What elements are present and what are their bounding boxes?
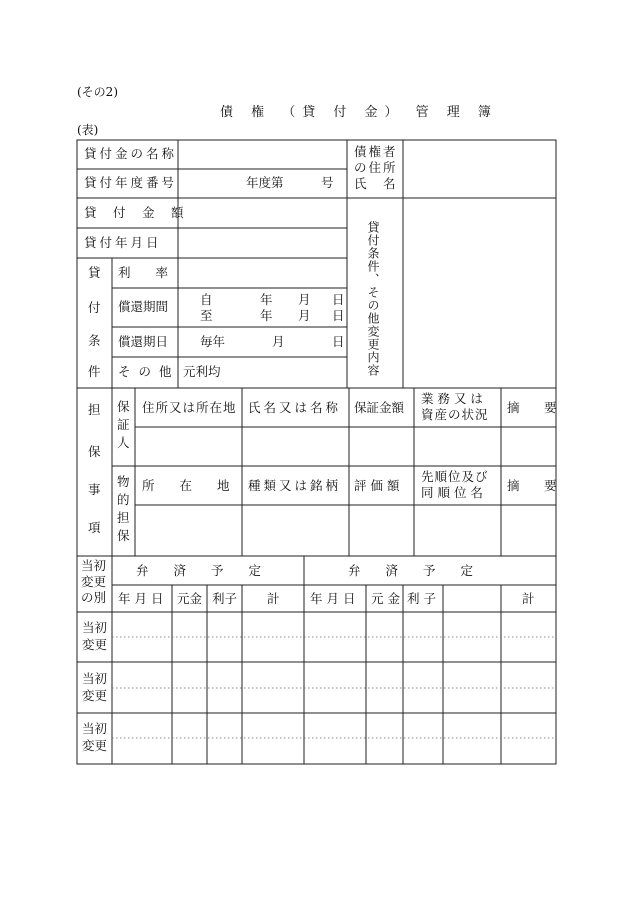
- property-col-priority-2: 同 順 位 名: [421, 485, 483, 500]
- guarantor-label-3: 人: [117, 435, 130, 450]
- other-value: 元利均: [183, 364, 221, 379]
- property-col-type: 種類又は銘柄: [248, 478, 342, 493]
- schedule-right-col-total: 計: [522, 591, 535, 606]
- schedule-row1-initial: 当初: [82, 620, 108, 635]
- period-from-year: 年: [260, 292, 273, 307]
- property-label-4: 保: [117, 528, 130, 543]
- property-col-location: 所 在 地: [142, 478, 230, 493]
- period-to-day: 日: [332, 308, 345, 323]
- schedule-row3-change: 変更: [82, 738, 108, 753]
- repayment-day-label: 償還期日: [118, 334, 169, 349]
- fiscal-no-value: 年度第 号: [246, 175, 334, 190]
- property-label-2: 的: [117, 492, 130, 507]
- period-to: 至: [200, 308, 213, 323]
- side-label: (表): [77, 123, 99, 137]
- collateral-group-3: 事: [88, 482, 101, 497]
- schedule-right-col-principal: 元 金: [371, 591, 400, 606]
- property-label-1: 物: [117, 474, 130, 489]
- interest-rate-label: 利 率: [118, 265, 169, 280]
- creditor-label-line3: 氏 名: [354, 176, 398, 191]
- period-to-month: 月: [298, 308, 311, 323]
- schedule-row-label-2: 変更: [81, 574, 107, 589]
- document-number: (その2): [77, 85, 118, 99]
- property-col-value: 評 価 額: [354, 478, 400, 493]
- guarantor-col-summary: 摘 要: [507, 400, 563, 415]
- repayment-period-label: 償還期間: [118, 299, 169, 314]
- conditions-group-1: 貸: [88, 265, 101, 280]
- schedule-right-col-interest: 利 子: [407, 591, 436, 606]
- schedule-row2-initial: 当初: [82, 671, 108, 686]
- schedule-row2-change: 変更: [82, 688, 108, 703]
- schedule-row1-change: 変更: [82, 637, 108, 652]
- guarantor-label-1: 保: [117, 399, 130, 414]
- dotted-dividers: [112, 637, 556, 738]
- other-label: そ の 他: [118, 364, 174, 379]
- period-from-day: 日: [332, 292, 345, 307]
- outer-border: [77, 140, 556, 764]
- schedule-left-header: 弁 済 予 定: [136, 563, 262, 578]
- guarantor-col-business-2: 資産の状況: [421, 407, 489, 422]
- repayment-day-day: 日: [332, 334, 345, 349]
- property-col-priority-1: 先順位及び: [421, 469, 489, 484]
- collateral-group-4: 項: [88, 520, 101, 535]
- period-from: 自: [200, 292, 213, 307]
- property-col-summary: 摘 要: [507, 478, 563, 493]
- amount-label: 貸 付 金 額: [84, 205, 186, 220]
- creditor-label-line1: 債権者: [354, 144, 398, 159]
- guarantor-col-amount: 保証金額: [354, 400, 405, 415]
- property-label-3: 担: [117, 510, 130, 525]
- conditions-change-label: 貸付条件、その他変更内容: [366, 221, 380, 377]
- schedule-right-header: 弁 済 予 定: [348, 563, 474, 578]
- period-from-month: 月: [298, 292, 311, 307]
- conditions-group-4: 件: [88, 364, 101, 379]
- repayment-day-every-year: 毎年: [200, 334, 226, 349]
- schedule-row-label-1: 当初: [81, 558, 107, 573]
- schedule-row3-initial: 当初: [82, 721, 108, 736]
- conditions-group-3: 条: [88, 333, 101, 348]
- fiscal-no-label: 貸付年度番号: [84, 175, 178, 190]
- guarantor-col-business-1: 業 務 又 は: [421, 391, 483, 406]
- schedule-left-col-date: 年 月 日: [118, 591, 164, 606]
- schedule-row-label-3: の別: [81, 590, 107, 605]
- schedule-left-col-total: 計: [267, 591, 280, 606]
- loan-date-label: 貸付年月日: [84, 235, 162, 250]
- period-to-year: 年: [260, 308, 273, 323]
- repayment-day-month: 月: [272, 334, 285, 349]
- guarantor-col-name: 氏名又は名称: [248, 400, 342, 415]
- loan-name-label: 貸付金の名称: [84, 146, 178, 161]
- creditor-label-line2: の住所: [354, 160, 398, 175]
- schedule-right-col-date: 年 月 日: [310, 591, 356, 606]
- guarantor-col-address: 住所又は所在地: [142, 400, 237, 415]
- page-title: 債 権 （貸 付 金） 管 理 簿: [220, 105, 498, 120]
- schedule-left-col-principal: 元金: [177, 591, 203, 606]
- schedule-left-col-interest: 利子: [212, 591, 238, 606]
- guarantor-label-2: 証: [117, 417, 130, 432]
- collateral-group-2: 保: [88, 444, 101, 459]
- collateral-group-1: 担: [88, 402, 101, 417]
- conditions-group-2: 付: [88, 300, 101, 315]
